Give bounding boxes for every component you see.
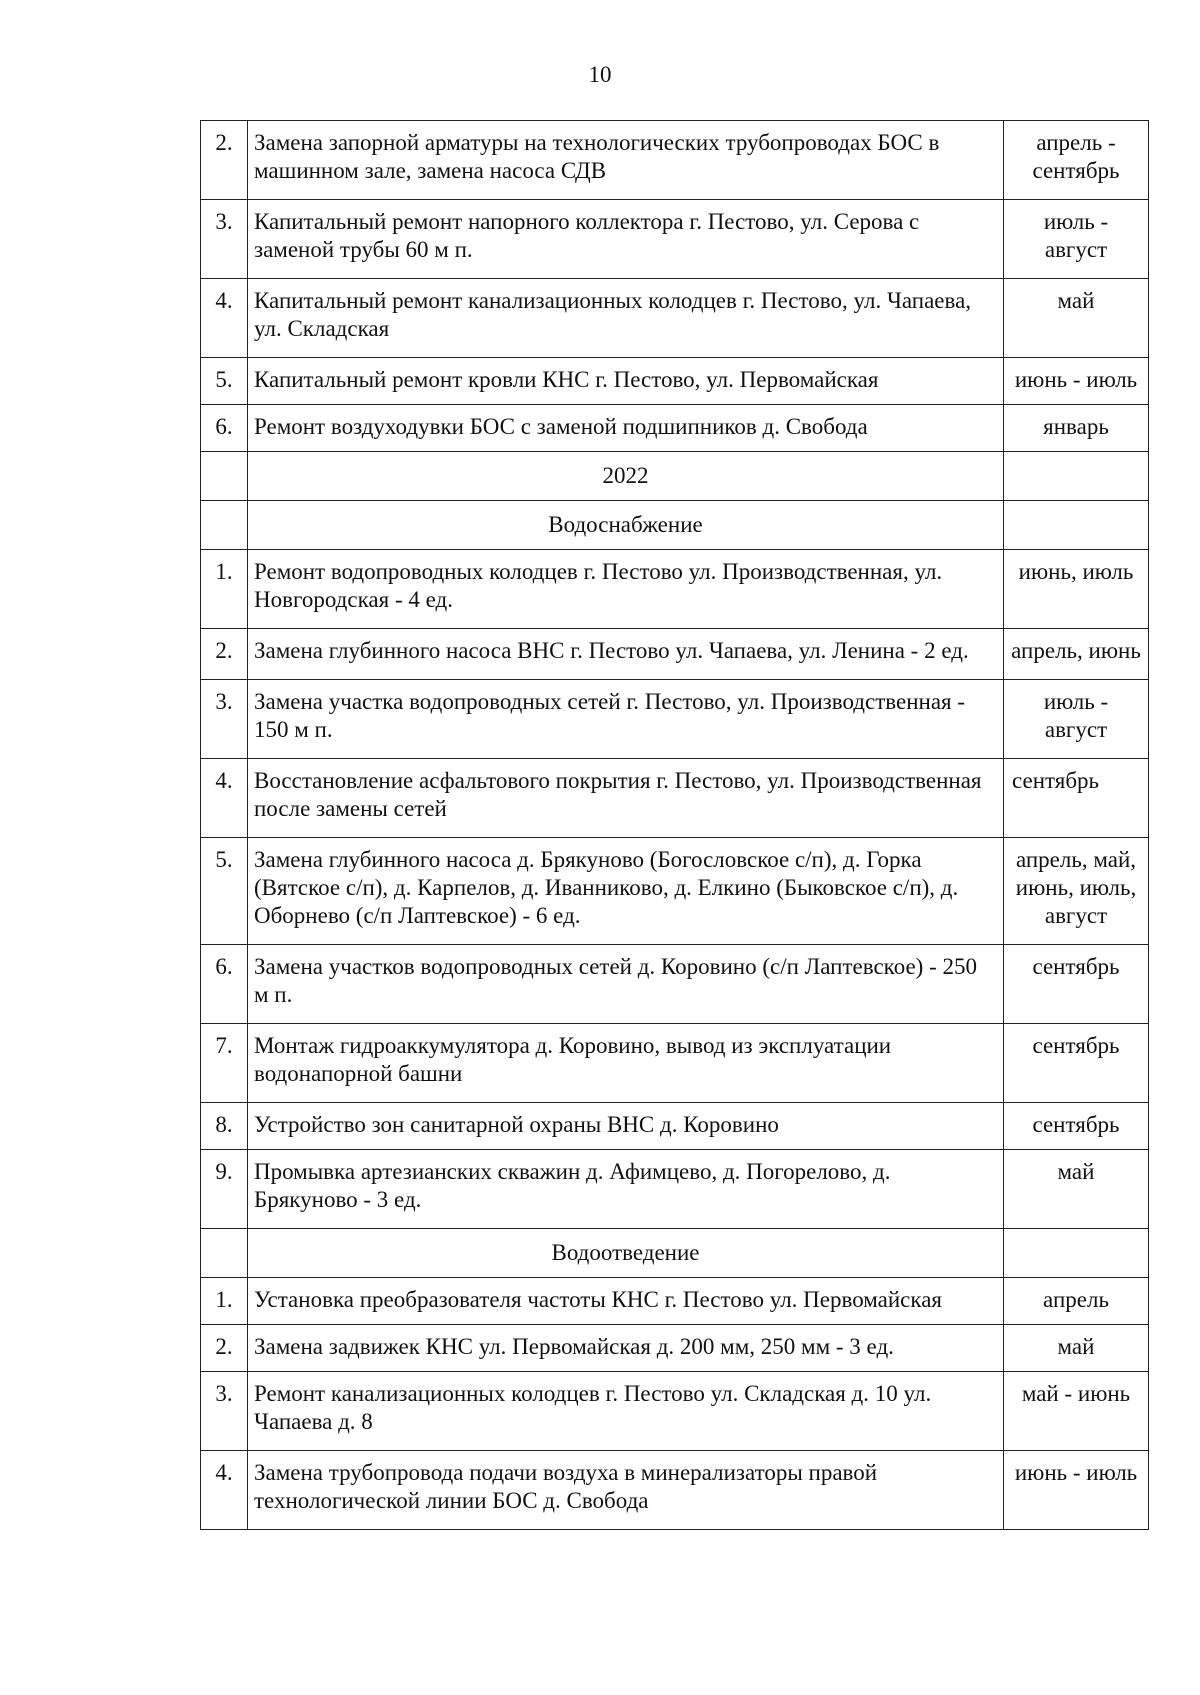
- work-period: июнь, июль: [1004, 550, 1149, 629]
- table-row: [201, 759, 1149, 838]
- work-period: июль - август: [1004, 200, 1149, 279]
- row-number: 4.: [201, 279, 248, 358]
- work-period: июнь - июль: [1004, 1451, 1149, 1530]
- table-row: [201, 358, 1149, 405]
- row-number: 2.: [201, 1325, 248, 1372]
- work-description: Монтаж гидроаккумулятора д. Коровино, вывод из эксплуатации водонапорной башни: [248, 1024, 1004, 1103]
- work-description: Замена участков водопроводных сетей д. Коровино (с/п Лаптевское) - 250 м п.: [248, 945, 1004, 1024]
- work-plan-table: [200, 120, 1149, 1530]
- row-number: 5.: [201, 358, 248, 405]
- work-description: Капитальный ремонт кровли КНС г. Пестово, ул. Первомайская: [248, 358, 1004, 405]
- table-row: [201, 1451, 1149, 1530]
- row-number: 2.: [201, 629, 248, 680]
- work-period: июль - август: [1004, 680, 1149, 759]
- table-row: [201, 200, 1149, 279]
- work-description: Капитальный ремонт напорного коллектора г. Пестово, ул. Серова с заменой трубы 60 м п.: [248, 200, 1004, 279]
- row-number: 6.: [201, 405, 248, 452]
- row-number: 3.: [201, 200, 248, 279]
- work-period: апрель, май, июнь, июль, август: [1004, 838, 1149, 945]
- work-period: апрель - сентябрь: [1004, 121, 1149, 200]
- work-description: Замена глубинного насоса ВНС г. Пестово ул. Чапаева, ул. Ленина - 2 ед.: [248, 629, 1004, 680]
- table-row: [201, 629, 1149, 680]
- work-description: Замена задвижек КНС ул. Первомайская д. 200 мм, 250 мм - 3 ед.: [248, 1325, 1004, 1372]
- work-period: май: [1004, 1325, 1149, 1372]
- row-number: 6.: [201, 945, 248, 1024]
- work-period: январь: [1004, 405, 1149, 452]
- row-number: 2.: [201, 121, 248, 200]
- work-period: май: [1004, 1150, 1149, 1229]
- row-number: 3.: [201, 680, 248, 759]
- page-number: 10: [588, 62, 612, 87]
- table-row: [201, 121, 1149, 200]
- table-row: [201, 1278, 1149, 1325]
- work-period: сентябрь: [1004, 945, 1149, 1024]
- table-row: [201, 1325, 1149, 1372]
- work-description: Ремонт канализационных колодцев г. Пестово ул. Складская д. 10 ул. Чапаева д. 8: [248, 1372, 1004, 1451]
- year-heading-row: [201, 452, 1149, 501]
- table-row: [201, 405, 1149, 452]
- row-number: 5.: [201, 838, 248, 945]
- row-number: 8.: [201, 1103, 248, 1150]
- table-row: [201, 1103, 1149, 1150]
- work-description: Замена трубопровода подачи воздуха в минерализаторы правой технологической линии БОС д. Свобода: [248, 1451, 1004, 1530]
- table-row: [201, 1024, 1149, 1103]
- work-description: Замена глубинного насоса д. Брякуново (Богословское с/п), д. Горка (Вятское с/п), д. Карпелов, д. Иванниково, д. Елкино (Быковское с/п), д. Оборнево (с/п Лаптевское) - 6 ед.: [248, 838, 1004, 945]
- work-description: Устройство зон санитарной охраны ВНС д. Коровино: [248, 1103, 1004, 1150]
- work-description: Замена участка водопроводных сетей г. Пестово, ул. Производственная - 150 м п.: [248, 680, 1004, 759]
- work-description: Восстановление асфальтового покрытия г. Пестово, ул. Производственная после замены сетей: [248, 759, 1004, 838]
- work-period: апрель, июнь: [1004, 629, 1149, 680]
- table-row: [201, 838, 1149, 945]
- table-row: [201, 680, 1149, 759]
- work-period: апрель: [1004, 1278, 1149, 1325]
- section-title-sewerage: Водоотведение: [248, 1229, 1004, 1278]
- table-row: [201, 279, 1149, 358]
- year-heading: 2022: [248, 452, 1004, 501]
- work-description: Промывка артезианских скважин д. Афимцево, д. Погорелово, д. Брякуново - 3 ед.: [248, 1150, 1004, 1229]
- row-number: 3.: [201, 1372, 248, 1451]
- row-number: 7.: [201, 1024, 248, 1103]
- row-number: 4.: [201, 1451, 248, 1530]
- section-heading-row: [201, 1229, 1149, 1278]
- section-heading-row: [201, 501, 1149, 550]
- section-title-water-supply: Водоснабжение: [248, 501, 1004, 550]
- work-period: сентябрь: [1004, 1024, 1149, 1103]
- work-description: Капитальный ремонт канализационных колодцев г. Пестово, ул. Чапаева, ул. Складская: [248, 279, 1004, 358]
- table-row: [201, 945, 1149, 1024]
- row-number: 4.: [201, 759, 248, 838]
- work-description: Ремонт водопроводных колодцев г. Пестово ул. Производственная, ул. Новгородская - 4 ед.: [248, 550, 1004, 629]
- work-period: май: [1004, 279, 1149, 358]
- work-period: июнь - июль: [1004, 358, 1149, 405]
- table-row: [201, 1150, 1149, 1229]
- work-period: сентябрь: [1004, 759, 1149, 838]
- row-number: 1.: [201, 1278, 248, 1325]
- work-period: май - июнь: [1004, 1372, 1149, 1451]
- row-number: 9.: [201, 1150, 248, 1229]
- work-period: сентябрь: [1004, 1103, 1149, 1150]
- work-description: Ремонт воздуходувки БОС с заменой подшипников д. Свобода: [248, 405, 1004, 452]
- table-row: [201, 1372, 1149, 1451]
- row-number: 1.: [201, 550, 248, 629]
- work-description: Замена запорной арматуры на технологических трубопроводах БОС в машинном зале, замена насоса СДВ: [248, 121, 1004, 200]
- table-row: [201, 550, 1149, 629]
- work-description: Установка преобразователя частоты КНС г. Пестово ул. Первомайская: [248, 1278, 1004, 1325]
